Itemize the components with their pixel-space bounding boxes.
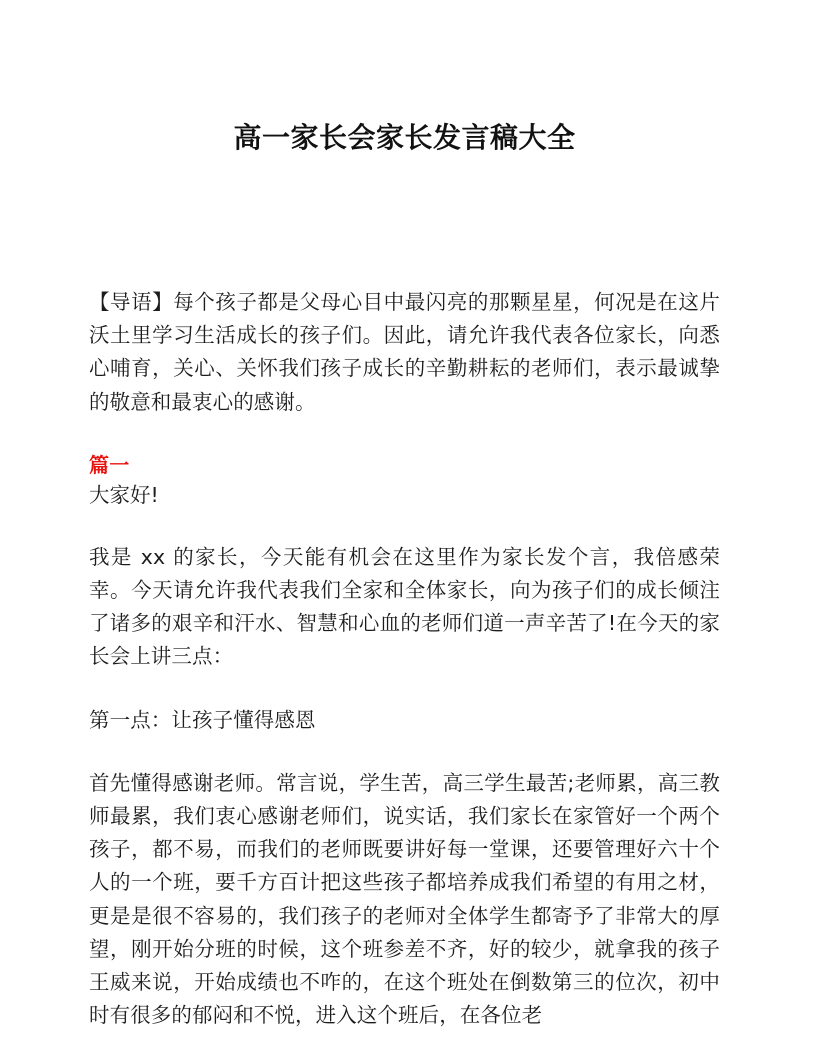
intro-paragraph: 【导语】每个孩子都是父母心目中最闪亮的那颗星星，何况是在这片沃土里学习生活成长的孩子们。因此，请允许我代表各位家长，向悉心哺育，关心、关怀我们孩子成长的辛勤耕耘的老师们，表示最诚挚的敬意和最衷心的感谢。: [89, 290, 720, 414]
greeting-line: 大家好!: [89, 482, 159, 507]
point-one-body-paragraph: 首先懂得感谢老师。常言说，学生苦，高三学生最苦;老师累，高三教师最累，我们衷心感谢老师们，说实话，我们家长在家管好一个两个孩子，都不易，而我们的老师既要讲好每一堂课，还要管理好六十个人的一个班，要千方百计把这些孩子都培养成我们希望的有用之材，更是是很不容易的，我们孩子的老师对全体学生都寄予了非常大的厚望，刚开始分班的时候，这个班参差不齐，好的较少，就拿我的孩子王威来说，开始成绩也不咋的，在这个班处在倒数第三的位次，初中时有很多的郁闷和不悦，进入这个班后，在各位老: [89, 770, 720, 1028]
section-heading-pian-yi: 篇一: [89, 452, 130, 477]
paragraph-spacer-1: [89, 686, 720, 704]
document-body: [89, 0, 720, 1044]
intro-spacer: [89, 431, 720, 451]
point-one-heading: 第一点：让孩子懂得感恩: [89, 707, 316, 732]
paragraph-spacer-2: [89, 749, 720, 767]
title-spacer: [89, 158, 720, 286]
speech-opening-paragraph: 我是 xx 的家长，今天能有机会在这里作为家长发个言，我倍感荣幸。今天请允许我代表我们全家和全体家长，向为孩子们的成长倾注了诸多的艰辛和汗水、智慧和心血的老师们道一声辛苦了!在今天的家长会上讲三点：: [89, 544, 720, 669]
greeting-spacer: [89, 523, 720, 541]
page-title: 高一家长会家长发言稿大全: [233, 121, 576, 154]
